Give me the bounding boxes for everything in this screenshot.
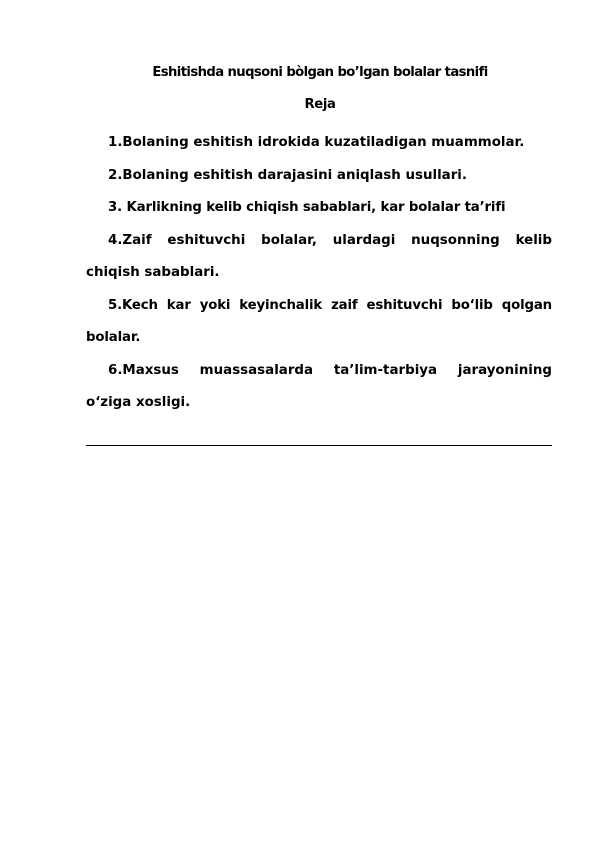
plan-item-2: 2.Bolaning eshitish darajasini aniqlash usullari.	[108, 167, 467, 183]
plan-item-4: 4.Zaif eshituvchi bolalar, ulardagi nuqsonning kelib chiqish sabablari.	[86, 232, 552, 280]
plan-item-1: 1.Bolaning eshitish idrokida kuzatiladigan muammolar.	[108, 135, 525, 150]
plan-item-6: 6.Maxsus muassasalarda ta’lim-tarbiya jarayonining o‘ziga xosligi.	[86, 362, 552, 410]
document-title: Eshitishda nuqsoni bòlgan bo’lgan bolalar tasnifi	[152, 65, 488, 80]
plan-item-5: 5.Kech kar yoki keyinchalik zaif eshituvchi bo‘lib qolgan bolalar.	[86, 297, 552, 345]
horizontal-rule	[86, 445, 552, 446]
plan-item-3: 3. Karlikning kelib chiqish sabablari, kar bolalar ta’rifi	[108, 200, 506, 215]
plan-list	[86, 127, 552, 420]
plan-heading: Reja	[304, 97, 336, 112]
